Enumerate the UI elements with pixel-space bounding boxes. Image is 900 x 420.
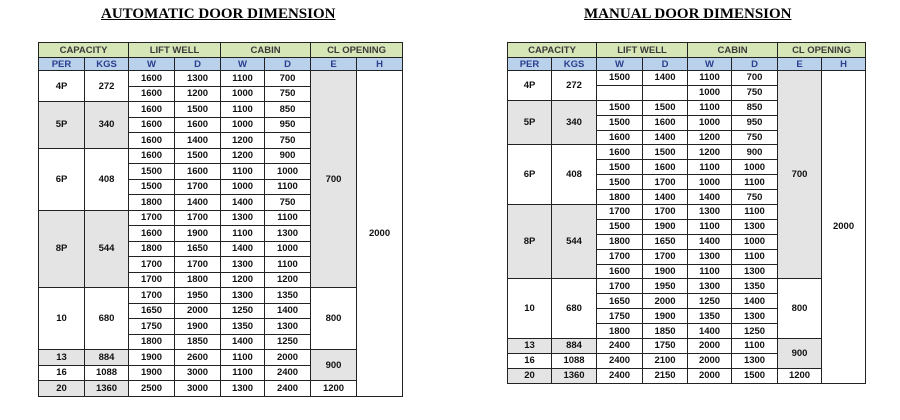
kgs-cell: 884 <box>85 350 129 366</box>
lift-well-w-cell: 1500 <box>129 164 175 180</box>
cabin-d-cell: 1100 <box>732 339 778 354</box>
cabin-header: CABIN <box>221 43 311 58</box>
kgs-cell: 272 <box>85 71 129 102</box>
lift-well-w-cell: 1700 <box>129 210 175 226</box>
cabin-d-cell: 1250 <box>265 334 311 350</box>
cabin-d-cell: 750 <box>732 130 778 145</box>
cabin-w-header: W <box>221 58 265 71</box>
lift-well-d-cell: 1700 <box>643 205 688 220</box>
cabin-d-cell: 1400 <box>265 303 311 319</box>
lift-well-w-header: W <box>129 58 175 71</box>
lift-well-w-cell: 2400 <box>597 339 643 354</box>
lift-well-d-cell: 1400 <box>643 190 688 205</box>
cabin-d-cell: 850 <box>732 100 778 115</box>
manual-door-table <box>507 42 866 384</box>
cabin-w-cell: 1100 <box>688 264 732 279</box>
lift-well-w-cell: 2400 <box>597 368 643 383</box>
cabin-w-cell: 2000 <box>688 353 732 368</box>
kgs-cell: 680 <box>552 279 597 339</box>
cabin-d-cell: 1250 <box>732 324 778 339</box>
per-cell: 5P <box>39 102 85 149</box>
lift-well-w-cell: 1600 <box>129 86 175 102</box>
cabin-w-cell: 1000 <box>221 86 265 102</box>
cabin-d-cell: 950 <box>732 115 778 130</box>
per-cell: 20 <box>508 368 552 383</box>
cabin-d-cell: 1300 <box>732 309 778 324</box>
lift-well-d-cell: 1600 <box>643 160 688 175</box>
lift-well-d-cell: 1700 <box>175 210 221 226</box>
per-cell: 8P <box>39 210 85 288</box>
table-row <box>39 288 403 304</box>
kgs-cell: 1088 <box>85 365 129 381</box>
lift-well-w-header: W <box>597 58 643 71</box>
kgs-cell: 544 <box>85 210 129 288</box>
cabin-d-cell: 1200 <box>265 272 311 288</box>
lift-well-w-cell: 1600 <box>129 102 175 118</box>
kgs-cell: 408 <box>85 148 129 210</box>
cabin-d-cell: 1000 <box>265 164 311 180</box>
lift-well-w-cell: 1500 <box>597 71 643 86</box>
kgs-cell: 272 <box>552 71 597 101</box>
h-header: H <box>822 58 866 71</box>
lift-well-d-cell: 1600 <box>643 115 688 130</box>
lift-well-w-cell: 1600 <box>129 133 175 149</box>
lift-well-d-cell: 3000 <box>175 365 221 381</box>
automatic-door-table <box>38 42 403 397</box>
lift-well-w-cell: 1500 <box>597 175 643 190</box>
lift-well-w-cell: 1900 <box>129 350 175 366</box>
cabin-d-cell: 2000 <box>265 350 311 366</box>
cabin-d-cell: 750 <box>732 85 778 100</box>
lift-well-d-cell: 1700 <box>643 175 688 190</box>
cabin-w-cell: 1300 <box>221 288 265 304</box>
lift-well-w-cell: 1600 <box>597 145 643 160</box>
cabin-w-cell: 1100 <box>688 160 732 175</box>
cabin-w-header: W <box>688 58 732 71</box>
table-row <box>39 381 403 397</box>
lift-well-header: LIFT WELL <box>597 43 688 58</box>
h-cell: 2000 <box>357 71 403 397</box>
lift-well-d-cell: 3000 <box>175 381 221 397</box>
cabin-d-cell: 1400 <box>732 294 778 309</box>
cabin-w-cell: 1000 <box>688 115 732 130</box>
lift-well-w-cell: 1800 <box>129 195 175 211</box>
cabin-d-cell: 1300 <box>732 264 778 279</box>
lift-well-w-cell: 1750 <box>129 319 175 335</box>
kgs-cell: 408 <box>552 145 597 205</box>
cabin-w-cell: 2000 <box>688 368 732 383</box>
cl-opening-header: CL OPENING <box>778 43 866 58</box>
lift-well-d-cell: 2150 <box>643 368 688 383</box>
lift-well-d-cell: 1500 <box>175 148 221 164</box>
lift-well-d-cell: 1900 <box>643 309 688 324</box>
cabin-w-cell: 1000 <box>688 85 732 100</box>
cabin-d-cell: 1100 <box>732 205 778 220</box>
cabin-d-cell: 700 <box>732 71 778 86</box>
lift-well-d-cell: 1750 <box>643 339 688 354</box>
e-cell: 1200 <box>311 381 357 397</box>
lift-well-w-cell: 1800 <box>597 190 643 205</box>
lift-well-w-cell: 1700 <box>129 288 175 304</box>
cabin-d-cell: 1100 <box>265 257 311 273</box>
cabin-w-cell: 1400 <box>688 324 732 339</box>
manual-door-title: MANUAL DOOR DIMENSION <box>584 6 792 22</box>
table-row <box>508 339 866 354</box>
cabin-w-cell: 1300 <box>221 381 265 397</box>
lift-well-w-cell: 1600 <box>597 130 643 145</box>
lift-well-d-cell: 1700 <box>643 249 688 264</box>
lift-well-d-cell: 1300 <box>175 71 221 87</box>
lift-well-w-cell: 1800 <box>129 241 175 257</box>
cabin-d-cell: 1100 <box>265 179 311 195</box>
cabin-w-cell: 1100 <box>221 164 265 180</box>
cabin-w-cell: 1100 <box>221 102 265 118</box>
cabin-w-cell: 1100 <box>221 71 265 87</box>
per-header: PER <box>39 58 85 71</box>
cabin-d-cell: 1100 <box>732 249 778 264</box>
cabin-d-cell: 1100 <box>265 210 311 226</box>
lift-well-w-cell: 1500 <box>597 115 643 130</box>
e-cell: 700 <box>311 71 357 288</box>
lift-well-w-cell: 1650 <box>597 294 643 309</box>
per-cell: 6P <box>39 148 85 210</box>
kgs-header: KGS <box>552 58 597 71</box>
lift-well-d-cell: 1850 <box>175 334 221 350</box>
e-cell: 800 <box>778 279 822 339</box>
table-row <box>508 71 866 86</box>
e-cell: 700 <box>778 71 822 279</box>
cabin-w-cell: 1300 <box>221 210 265 226</box>
cabin-d-cell: 900 <box>732 145 778 160</box>
cabin-w-cell: 1350 <box>688 309 732 324</box>
kgs-header: KGS <box>85 58 129 71</box>
capacity-header: CAPACITY <box>508 43 597 58</box>
per-cell: 5P <box>508 100 552 145</box>
lift-well-w-cell: 1700 <box>129 272 175 288</box>
lift-well-d-cell: 1800 <box>175 272 221 288</box>
cabin-w-cell: 1250 <box>221 303 265 319</box>
cabin-w-cell: 1000 <box>688 175 732 190</box>
cabin-d-cell: 700 <box>265 71 311 87</box>
lift-well-d-cell: 1900 <box>643 264 688 279</box>
per-cell: 10 <box>508 279 552 339</box>
lift-well-d-cell: 2100 <box>643 353 688 368</box>
lift-well-d-cell: 1650 <box>175 241 221 257</box>
cabin-w-cell: 1200 <box>221 133 265 149</box>
cabin-d-cell: 750 <box>265 133 311 149</box>
table-row <box>39 71 403 87</box>
per-cell: 6P <box>508 145 552 205</box>
table-row <box>508 279 866 294</box>
lift-well-w-cell: 1500 <box>597 100 643 115</box>
lift-well-d-cell: 1900 <box>175 226 221 242</box>
h-header: H <box>357 58 403 71</box>
lift-well-d-cell: 1400 <box>175 195 221 211</box>
lift-well-w-cell: 1500 <box>597 219 643 234</box>
kgs-cell: 1088 <box>552 353 597 368</box>
lift-well-w-cell: 1600 <box>129 148 175 164</box>
cabin-w-cell: 1350 <box>221 319 265 335</box>
kgs-cell: 544 <box>552 205 597 279</box>
lift-well-d-cell: 1650 <box>643 234 688 249</box>
lift-well-d-cell <box>643 85 688 100</box>
cabin-w-cell: 1300 <box>688 205 732 220</box>
lift-well-d-cell: 1500 <box>175 102 221 118</box>
lift-well-d-cell: 1400 <box>643 130 688 145</box>
lift-well-w-cell: 1700 <box>129 257 175 273</box>
lift-well-d-cell: 2600 <box>175 350 221 366</box>
cabin-w-cell: 1400 <box>688 190 732 205</box>
kgs-cell: 340 <box>552 100 597 145</box>
kgs-cell: 1360 <box>552 368 597 383</box>
cabin-w-cell: 1400 <box>221 195 265 211</box>
per-cell: 4P <box>508 71 552 101</box>
lift-well-w-cell: 1500 <box>129 179 175 195</box>
lift-well-d-cell: 1950 <box>643 279 688 294</box>
kgs-cell: 680 <box>85 288 129 350</box>
lift-well-w-cell: 1700 <box>597 279 643 294</box>
cabin-d-cell: 850 <box>265 102 311 118</box>
per-cell: 20 <box>39 381 85 397</box>
cabin-d-cell: 2400 <box>265 365 311 381</box>
lift-well-header: LIFT WELL <box>129 43 221 58</box>
cabin-w-cell: 1100 <box>688 100 732 115</box>
cabin-w-cell: 1300 <box>688 279 732 294</box>
cabin-d-cell: 1000 <box>732 160 778 175</box>
lift-well-d-cell: 2000 <box>175 303 221 319</box>
cabin-w-cell: 1250 <box>688 294 732 309</box>
lift-well-w-cell: 1650 <box>129 303 175 319</box>
cabin-d-cell: 1300 <box>265 319 311 335</box>
lift-well-w-cell: 1600 <box>129 226 175 242</box>
lift-well-w-cell: 1600 <box>129 117 175 133</box>
cabin-w-cell: 1400 <box>221 334 265 350</box>
cabin-d-header: D <box>732 58 778 71</box>
cabin-d-cell: 1300 <box>265 226 311 242</box>
kgs-cell: 884 <box>552 339 597 354</box>
lift-well-d-cell: 2000 <box>643 294 688 309</box>
lift-well-d-cell: 1950 <box>175 288 221 304</box>
lift-well-w-cell: 1800 <box>597 234 643 249</box>
per-cell: 16 <box>508 353 552 368</box>
lift-well-w-cell: 1750 <box>597 309 643 324</box>
per-cell: 10 <box>39 288 85 350</box>
cabin-w-cell: 1300 <box>688 249 732 264</box>
cabin-w-cell: 1000 <box>221 179 265 195</box>
lift-well-w-cell: 2500 <box>129 381 175 397</box>
cabin-d-cell: 2400 <box>265 381 311 397</box>
cabin-d-cell: 1000 <box>732 234 778 249</box>
per-cell: 13 <box>508 339 552 354</box>
lift-well-d-cell: 1900 <box>175 319 221 335</box>
cabin-d-header: D <box>265 58 311 71</box>
automatic-door-title: AUTOMATIC DOOR DIMENSION <box>101 6 336 22</box>
per-cell: 13 <box>39 350 85 366</box>
cabin-w-cell: 1100 <box>221 350 265 366</box>
table-row <box>508 368 866 383</box>
lift-well-d-cell: 1700 <box>175 179 221 195</box>
lift-well-w-cell: 1700 <box>597 205 643 220</box>
lift-well-d-cell: 1600 <box>175 164 221 180</box>
e-header: E <box>311 58 357 71</box>
table-row <box>39 350 403 366</box>
cabin-w-cell: 1300 <box>221 257 265 273</box>
cabin-w-cell: 1000 <box>221 117 265 133</box>
lift-well-w-cell: 1600 <box>597 264 643 279</box>
cabin-w-cell: 1400 <box>688 234 732 249</box>
cabin-d-cell: 1350 <box>265 288 311 304</box>
cabin-d-cell: 1500 <box>732 368 778 383</box>
lift-well-d-cell: 1500 <box>643 100 688 115</box>
cl-opening-header: CL OPENING <box>311 43 403 58</box>
per-header: PER <box>508 58 552 71</box>
cabin-d-cell: 1350 <box>732 279 778 294</box>
per-cell: 16 <box>39 365 85 381</box>
cabin-w-cell: 1200 <box>688 145 732 160</box>
lift-well-d-cell: 1900 <box>643 219 688 234</box>
lift-well-w-cell: 1600 <box>129 71 175 87</box>
e-cell: 900 <box>311 350 357 381</box>
cabin-w-cell: 1200 <box>221 148 265 164</box>
cabin-w-cell: 1200 <box>221 272 265 288</box>
lift-well-w-cell: 2400 <box>597 353 643 368</box>
cabin-w-cell: 1100 <box>688 71 732 86</box>
lift-well-w-cell: 1800 <box>597 324 643 339</box>
cabin-w-cell: 1100 <box>221 365 265 381</box>
cabin-d-cell: 750 <box>732 190 778 205</box>
cabin-d-cell: 750 <box>265 86 311 102</box>
lift-well-d-header: D <box>643 58 688 71</box>
cabin-d-cell: 1300 <box>732 353 778 368</box>
lift-well-w-cell: 1700 <box>597 249 643 264</box>
e-cell: 1200 <box>778 368 822 383</box>
cabin-w-cell: 1100 <box>688 219 732 234</box>
capacity-header: CAPACITY <box>39 43 129 58</box>
cabin-w-cell: 2000 <box>688 339 732 354</box>
lift-well-d-cell: 1850 <box>643 324 688 339</box>
lift-well-d-cell: 1600 <box>175 117 221 133</box>
lift-well-w-cell: 1500 <box>597 160 643 175</box>
e-cell: 800 <box>311 288 357 350</box>
cabin-w-cell: 1100 <box>221 226 265 242</box>
kgs-cell: 340 <box>85 102 129 149</box>
cabin-d-cell: 950 <box>265 117 311 133</box>
lift-well-d-cell: 1700 <box>175 257 221 273</box>
lift-well-w-cell: 1800 <box>129 334 175 350</box>
cabin-d-cell: 900 <box>265 148 311 164</box>
per-cell: 8P <box>508 205 552 279</box>
e-header: E <box>778 58 822 71</box>
lift-well-d-cell: 1200 <box>175 86 221 102</box>
cabin-w-cell: 1400 <box>221 241 265 257</box>
lift-well-d-cell: 1400 <box>175 133 221 149</box>
lift-well-d-cell: 1500 <box>643 145 688 160</box>
h-cell: 2000 <box>822 71 866 384</box>
lift-well-d-header: D <box>175 58 221 71</box>
e-cell: 900 <box>778 339 822 369</box>
kgs-cell: 1360 <box>85 381 129 397</box>
cabin-d-cell: 1300 <box>732 219 778 234</box>
cabin-d-cell: 1100 <box>732 175 778 190</box>
lift-well-w-cell: 1900 <box>129 365 175 381</box>
lift-well-w-cell <box>597 85 643 100</box>
lift-well-d-cell: 1400 <box>643 71 688 86</box>
per-cell: 4P <box>39 71 85 102</box>
cabin-d-cell: 1000 <box>265 241 311 257</box>
cabin-header: CABIN <box>688 43 778 58</box>
cabin-d-cell: 750 <box>265 195 311 211</box>
cabin-w-cell: 1200 <box>688 130 732 145</box>
